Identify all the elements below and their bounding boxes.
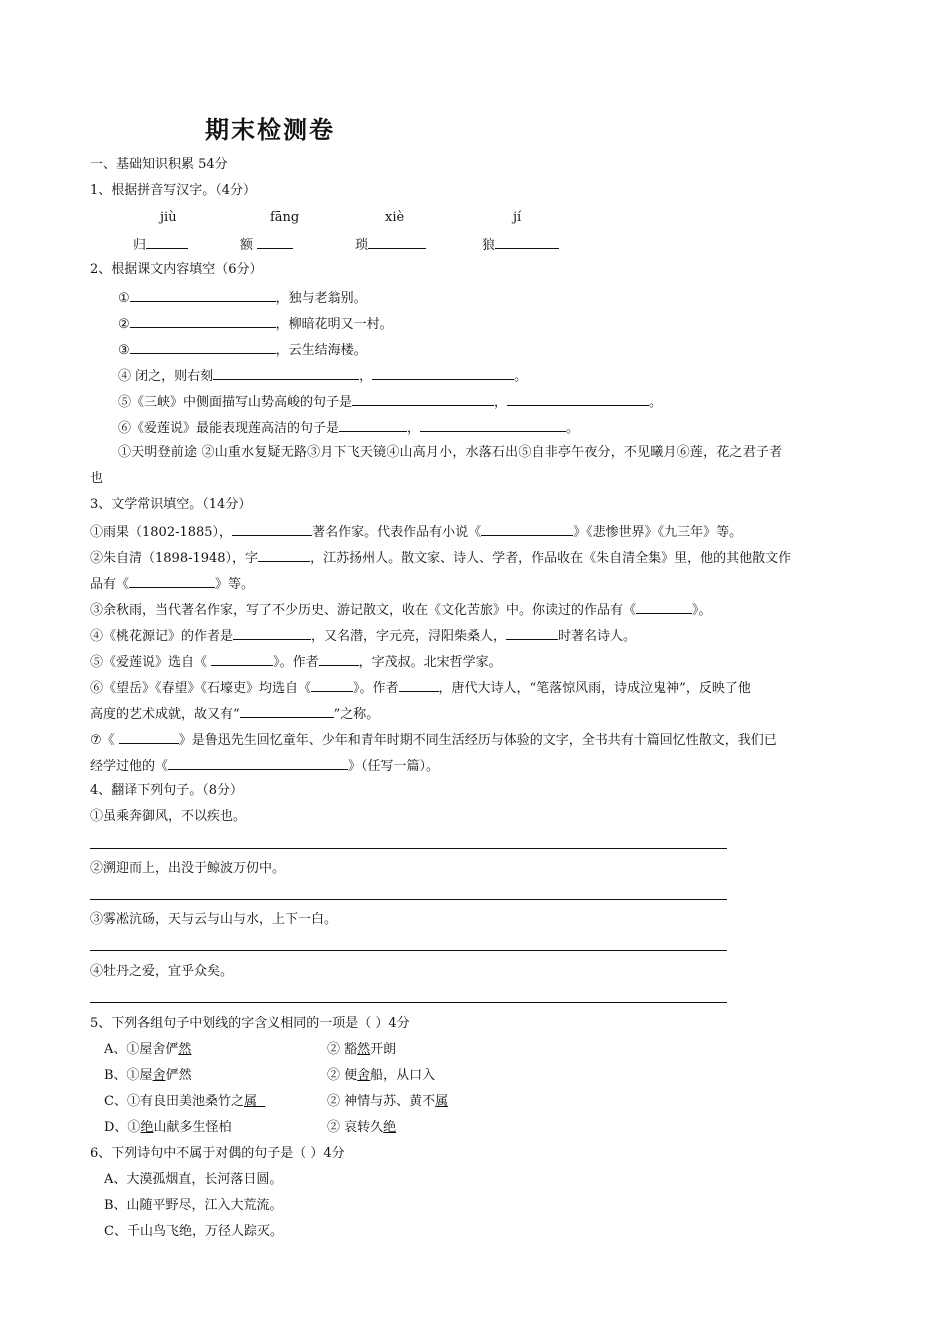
pinyin: xiè [385,210,405,225]
text-segment: ⑦《 [90,733,119,748]
answer-blank[interactable] [368,235,426,249]
text-segment: 绝 [383,1120,397,1135]
answer-blank[interactable] [130,340,276,354]
q3-item [90,574,254,594]
q1-heading: 1、根据拼音写汉字。（4分） [90,183,257,198]
item-text: ⑤《三峡》中侧面描写山势高峻的句子是 [118,395,353,410]
item-number: ③ [118,343,130,358]
text-segment: ② 哀转久 [327,1120,384,1135]
text-segment: 属 [243,1094,266,1109]
pinyin: jí [513,210,522,225]
fill-item [118,418,579,438]
text-segment: 》（任写一篇）。 [348,759,440,774]
text-segment: 时著名诗人。 [558,629,637,644]
text-segment: ①雨果（1802-1885）， [90,525,233,540]
punct: 。 [649,395,663,410]
pinyin: jiù [160,210,177,225]
fill-item [118,288,367,308]
answer-blank[interactable] [233,626,311,640]
option-right [327,1067,435,1085]
q2-heading: 2、根据课文内容填空（6分） [90,262,263,277]
punct: 。 [566,421,580,436]
text-segment: ⑥《望岳》《春望》《石壕吏》均选自《 [90,681,312,696]
text-segment: 》。作者 [273,655,319,670]
option[interactable]: A、大漠孤烟直，长河落日圆。 [104,1172,283,1187]
char-item [355,235,426,255]
answer-line[interactable] [90,899,727,900]
answer-blank[interactable] [240,704,334,718]
answer-blank[interactable] [339,418,407,432]
text-segment: 著名作家。代表作品有小说《 [312,525,482,540]
item-text: ⑥《爱莲说》最能表现莲高洁的句子是 [118,421,340,436]
punct: ， [494,395,508,410]
text-segment: B、①屋 [104,1068,153,1083]
q4-heading: 4、翻译下列句子。（8分） [90,783,244,798]
text-segment: ② 便 [327,1068,358,1083]
text-segment: 》《悲惨世界》《九三年》等。 [573,525,743,540]
item-text: ，云生结海楼。 [275,343,367,358]
text-segment: 》是鲁迅先生回忆童年、少年和青年时期不同生活经历与体验的文字，全书共有十篇回忆性散文，我们已 [178,733,777,748]
fill-item [118,340,367,360]
answer-blank[interactable] [506,626,558,640]
fill-item [118,314,393,334]
text-segment: 山献多生怪柏 [153,1120,232,1135]
q3-item [90,730,777,750]
text-segment: 属 [435,1094,449,1109]
text-segment: ②朱自清（1898-1948），字 [90,551,259,566]
q6-heading: 6、下列诗句中不属于对偶的句子是（ ）4分 [90,1146,345,1161]
answer-blank[interactable] [257,235,293,249]
q3-item [90,704,379,724]
answer-blank[interactable] [130,314,276,328]
text-segment: ② 豁 [327,1042,358,1057]
answer-blank[interactable] [119,730,179,744]
text-segment: 经学过他的《 [90,759,169,774]
punct: ， [407,421,421,436]
answer-blank[interactable] [399,678,439,692]
page-title: 期末检测卷 [205,116,335,144]
option[interactable]: B、山随平野尽，江入大荒流。 [104,1198,283,1213]
answer-blank[interactable] [232,522,312,536]
answer-blank[interactable] [507,392,649,406]
answer-blank[interactable] [352,392,494,406]
option-left[interactable] [104,1067,192,1085]
answer-line[interactable] [90,1002,727,1003]
text-segment: 开朗 [370,1042,397,1057]
answer-blank[interactable] [319,652,359,666]
text-segment: A、①屋舍俨 [104,1042,179,1057]
answer-blank[interactable] [481,522,573,536]
text-segment: ，字茂叔。北宋哲学家。 [358,655,502,670]
text-segment: ③余秋雨，当代著名作家，写了不少历史、游记散文，收在《文化苦旅》中。你读过的作品有《 [90,603,637,618]
item-text: ，柳暗花明又一村。 [275,317,393,332]
answer-blank[interactable] [211,652,273,666]
answer-blank[interactable] [420,418,566,432]
text-segment: ，唐代大诗人，“笔落惊风雨，诗成泣鬼神”，反映了他 [438,681,751,696]
q3-item [90,652,502,672]
answer-blank[interactable] [495,235,559,249]
option-left[interactable] [104,1119,231,1137]
sentence: ①虽乘奔御风，不以疾也。 [90,809,247,824]
q3-item [90,678,751,698]
answer-blank[interactable] [130,288,276,302]
q3-item [90,626,636,646]
option[interactable]: C、千山鸟飞绝，万径人踪灭。 [104,1224,283,1239]
text-segment: ”之称。 [333,707,380,722]
answer-blank[interactable] [129,574,215,588]
punct: ， [359,369,373,384]
text-segment: ，江苏扬州人。散文家、诗人、学者，作品收在《朱自清全集》里，他的其他散文作 [310,551,792,566]
item-text: ④ 闭之，则右刻 [118,369,214,384]
text-segment: 然 [178,1042,192,1057]
option-right [327,1119,396,1137]
char-label: 额 [240,238,254,253]
text-segment: 俨然 [165,1068,192,1083]
answer-blank[interactable] [146,235,188,249]
char-label: 琐 [355,238,369,253]
q5-heading: 5、下列各组句子中划线的字含义相同的一项是（ ）4分 [90,1016,410,1031]
answer-blank[interactable] [636,600,692,614]
sentence: ②溯迎而上，出没于鲸波万仞中。 [90,861,286,876]
text-segment: 舍 [357,1068,371,1083]
option-left[interactable] [104,1041,191,1059]
q3-item [90,548,791,568]
item-number: ① [118,291,130,306]
text-segment: 舍 [152,1068,166,1083]
text-segment: ④《桃花源记》的作者是 [90,629,234,644]
text-segment: 高度的艺术成就，故又有“ [90,707,240,722]
char-item [482,235,559,255]
text-segment: ⑤《爱莲说》选自《 [90,655,212,670]
answer-key: ①天明登前途 ②山重水复疑无路③月下飞天镜④山高月小，水落石出⑤自非亭午夜分，不见曦月⑥莲，花之君子者 [118,445,783,460]
answer-blank[interactable] [372,366,514,380]
text-segment: 》。 [692,603,712,618]
text-segment: D、① [104,1120,141,1135]
text-segment: 》等。 [215,577,255,592]
text-segment: 品有《 [90,577,130,592]
char-label: 归 [133,238,147,253]
text-segment: ，又名潜，字元亮，浔阳柴桑人， [311,629,507,644]
q3-item [90,600,712,620]
char-item [133,235,188,255]
q3-heading: 3、文学常识填空。（14分） [90,497,252,512]
answer-line[interactable] [90,848,727,849]
option-right [327,1093,448,1111]
char-item [240,235,293,255]
option-left[interactable] [104,1093,265,1111]
char-label: 狼 [482,238,496,253]
q3-item [90,522,742,542]
answer-key-cont: 也 [90,471,104,486]
punct: 。 [514,369,528,384]
pinyin: fāng [270,210,300,225]
section-heading: 一、基础知识积累 54分 [90,157,228,172]
text-segment: C、①有良田美池桑竹之 [104,1094,244,1109]
answer-blank[interactable] [213,366,359,380]
text-segment: ② 神情与苏、黄不 [327,1094,436,1109]
answer-blank[interactable] [311,678,353,692]
fill-item [118,392,662,412]
text-segment: 然 [357,1042,371,1057]
sentence: ③雾凇沆砀，天与云与山与水，上下一白。 [90,912,338,927]
text-segment: 船，从口入 [370,1068,436,1083]
option-right [327,1041,396,1059]
item-number: ② [118,317,130,332]
fill-item [118,366,527,386]
answer-blank[interactable] [258,548,310,562]
q3-item [90,756,439,776]
item-text: ，独与老翁别。 [275,291,367,306]
answer-line[interactable] [90,950,727,951]
text-segment: 绝 [140,1120,154,1135]
answer-blank[interactable] [168,756,348,770]
sentence: ④牡丹之爱，宜乎众矣。 [90,964,234,979]
text-segment: 》。作者 [353,681,399,696]
